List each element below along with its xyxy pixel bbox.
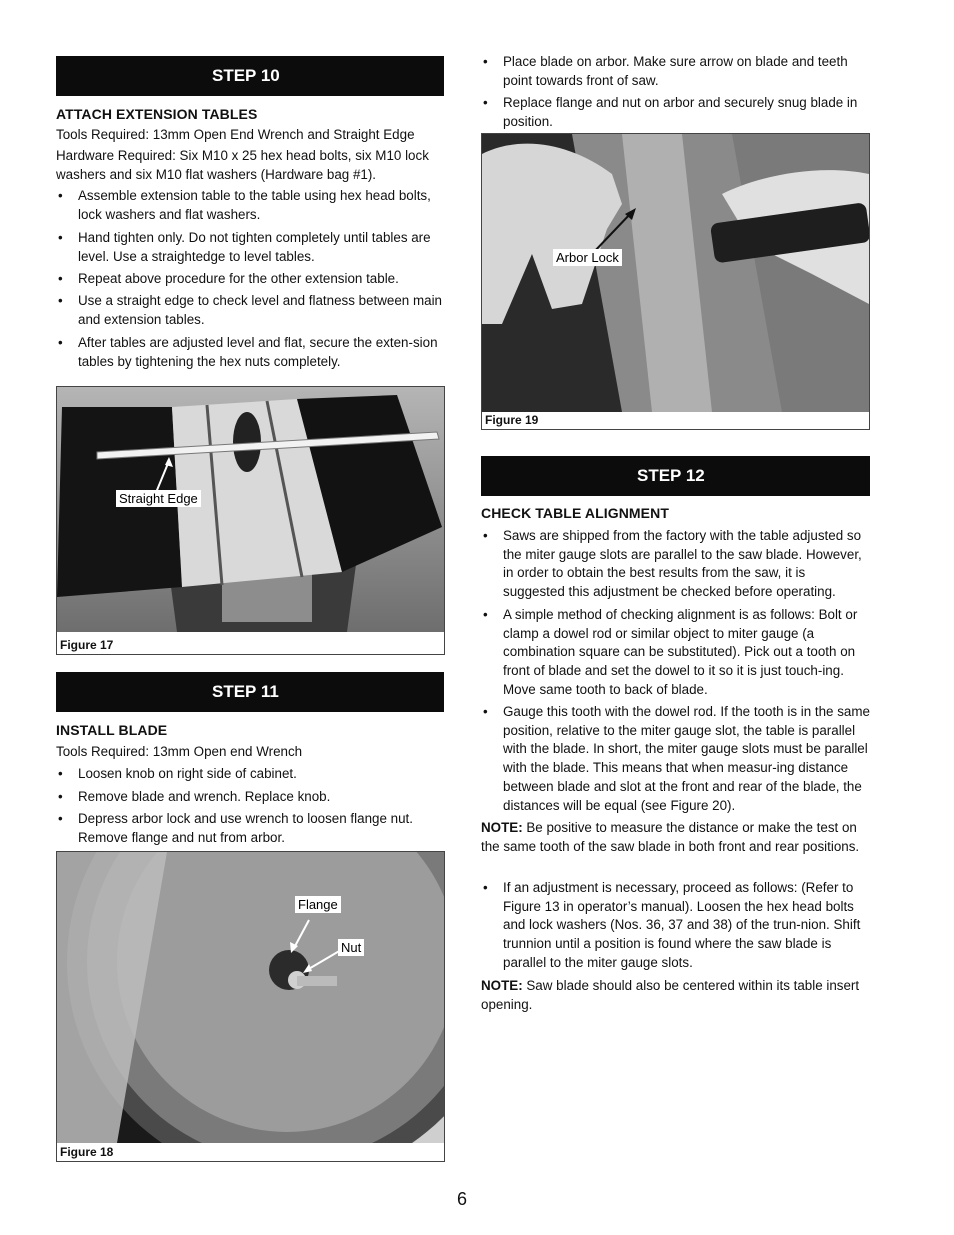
step-10-tools: Tools Required: 13mm Open End Wrench and Straight Edge	[56, 127, 415, 142]
step-12-bullet-2: • A simple method of checking alignment is as follows: Bolt or clamp a dowel rod or similar object to miter gauge (a combination square can be substituted). Pick out a tooth on front of blade and set the dowel to it so it is just touch-ing. Move same tooth to back of blade.	[483, 607, 858, 697]
figure-17-caption: Figure 17	[60, 638, 114, 652]
figure-17	[56, 386, 445, 655]
figure-18-caption: Figure 18	[60, 1145, 114, 1159]
step-12-title: STEP 12	[637, 466, 705, 485]
step-11-title: STEP 11	[212, 682, 279, 701]
figure-19	[481, 133, 870, 430]
step-10-bullet-3: • Repeat above procedure for the other extension table.	[58, 271, 399, 286]
arbor-lock-photo	[482, 134, 869, 412]
blade-arbor-photo	[57, 852, 444, 1143]
step-11-bullet-1: • Loosen knob on right side of cabinet.	[58, 766, 297, 781]
figure-18	[56, 851, 445, 1162]
step-11-tools: Tools Required: 13mm Open end Wrench	[56, 744, 303, 759]
step-10-bullet-4: • Use a straight edge to check level and flatness between main and extension tables.	[58, 293, 442, 327]
note-blade-centered: NOTE: Saw blade should also be centered within its table insert opening.	[481, 978, 860, 1012]
step-11-bullet-2: • Remove blade and wrench. Replace knob.	[58, 789, 331, 804]
note-measure-same-tooth: NOTE: Be positive to measure the distance or make the test on the same tooth of the saw blade in both front and rear positions.	[481, 820, 860, 854]
step-12-header	[481, 456, 870, 496]
arbor-lock-callout: Arbor Lock	[553, 249, 622, 266]
table-saw-photo	[57, 387, 444, 632]
step-10-title: STEP 10	[212, 66, 280, 85]
step-12-bullet-1: • Saws are shipped from the factory with the table adjusted so the miter gauge slots are parallel to the saw blade. However, in order to obtain the best results from the saw, it is suggested this adjustment be checked before operating.	[483, 528, 862, 600]
step-10-bullet-1: • Assemble extension table to the table using hex head bolts, lock washers and flat washers.	[58, 188, 431, 222]
install-blade-heading: INSTALL BLADE	[56, 722, 168, 738]
page-number: 6	[457, 1189, 468, 1209]
step-10-bullet-2: • Hand tighten only. Do not tighten completely until tables are level. Use a straightedge to level tables.	[58, 230, 431, 264]
nut-callout: Nut	[338, 939, 364, 956]
step-10-hardware: Hardware Required: Six M10 x 25 hex head bolts, six M10 lock washers and six M10 flat washers (Hardware bag #1).	[56, 148, 429, 182]
step-12-bullet-4: • If an adjustment is necessary, proceed as follows: (Refer to Figure 13 in operator’s manual). Loosen the hex head bolts and lock washers (Nos. 36, 37 and 38) of the trun-nion. Shift trunnion until a position is found where the saw blade is parallel to the miter gauge slots.	[483, 880, 861, 970]
blade-bullet-2: • Replace flange and nut on arbor and securely snug blade in position.	[483, 95, 858, 129]
step-11-header	[56, 672, 444, 712]
straight-edge-callout: Straight Edge	[116, 490, 201, 507]
step-10-header	[56, 56, 444, 96]
step-12-bullet-3: • Gauge this tooth with the dowel rod. If the tooth is in the same position, relative to the miter gauge slot, the table is parallel with the blade. In short, the miter gauge slots must be parallel with the blade. This means that when measur-ing distance between blade and slot at the front and rear of the blade, the distances will be equal (see Figure 20).	[483, 704, 870, 813]
step-10-bullet-5: • After tables are adjusted level and flat, secure the exten-sion tables by tightening the hex nuts completely.	[58, 335, 438, 369]
flange-callout: Flange	[295, 896, 341, 913]
check-table-alignment-heading: CHECK TABLE ALIGNMENT	[481, 505, 669, 521]
step-11-bullet-3: • Depress arbor lock and use wrench to loosen flange nut. Remove flange and nut from arbor.	[58, 811, 413, 845]
figure-19-caption: Figure 19	[485, 413, 539, 427]
attach-extension-tables-heading: ATTACH EXTENSION TABLES	[56, 106, 258, 122]
blade-bullet-1: • Place blade on arbor. Make sure arrow on blade and teeth point towards front of saw.	[483, 54, 848, 88]
